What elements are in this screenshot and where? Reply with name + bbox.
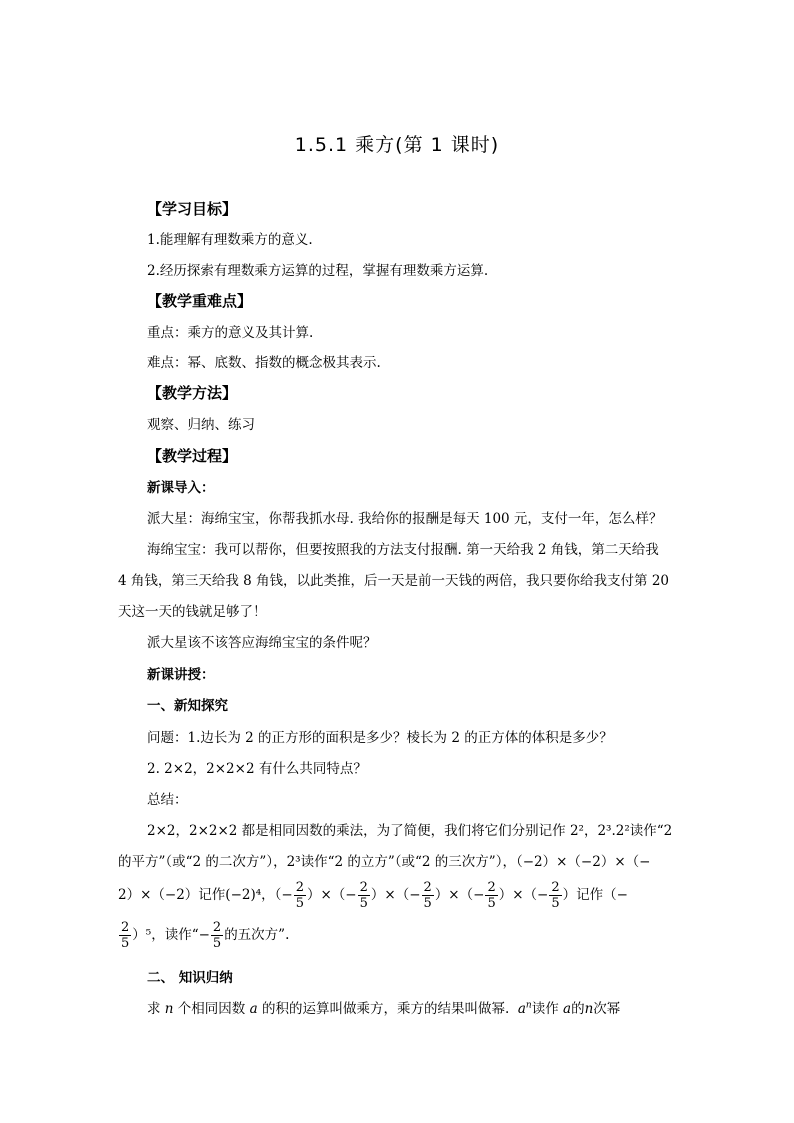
- summary-line-3-start: 2）×（−2）记作(−2)⁴，（−: [118, 887, 293, 903]
- summary-line-3-end: ）记作（−: [562, 887, 628, 903]
- fraction-two-fifths: $\frac{2}{5}$: [295, 880, 304, 911]
- fraction-two-fifths: $\frac{2}{5}$: [487, 880, 496, 911]
- dialog-line-1: 派大星：海绵宝宝，你帮我抓水母. 我给你的报酬是每天 100 元，支付一年，怎么样？: [147, 511, 663, 527]
- goal-item-1: 1.能理解有理数乘方的意义.: [147, 232, 313, 248]
- summary-label: 总结：: [147, 792, 188, 808]
- fraction-two-fifths: $\frac{2}{5}$: [423, 880, 432, 911]
- question-1: 问题：1.边长为 2 的正方形的面积是多少？棱长为 2 的正方体的体积是多少？: [147, 730, 613, 746]
- difficulty-text: 难点：幂、底数、指数的概念极其表示.: [147, 355, 381, 371]
- summary-line-4-mid: ）⁵，读作“−: [132, 927, 210, 943]
- question-intro: 派大星该不该答应海绵宝宝的条件呢？: [147, 635, 377, 651]
- methods-text: 观察、归纳、练习: [147, 417, 255, 433]
- dialog-line-4: 天这一天的钱就足够了！: [118, 604, 267, 620]
- section-1-heading: 一、新知探究: [147, 698, 228, 714]
- section-2-heading: 二、 知识归纳: [147, 970, 233, 986]
- key-points-heading: 【教学重难点】: [147, 292, 253, 310]
- question-2: 2. 2×2，2×2×2 有什么共同特点？: [147, 761, 367, 777]
- summary-line-2: 的平方”（或“2 的二次方”），2³读作“2 的立方”（或“2 的三次方”），（−2）×（−2）×（−: [118, 854, 651, 870]
- summary-line-3: 2）×（−2）记作(−2)⁴，（− $\frac{2}{5}$ ）×（− $\frac{2}{5}$ ）×（− $\frac{2}{5}$ ）×（− $\frac{2}{5}$ ）×（− $\frac{2}{5}$ ）记作（−: [118, 880, 628, 911]
- goal-item-2: 2.经历探索有理数乘方运算的过程，掌握有理数乘方运算.: [147, 263, 489, 279]
- fraction-two-fifths: $\frac{2}{5}$: [212, 920, 222, 951]
- fraction-two-fifths: $\frac{2}{5}$: [551, 880, 560, 911]
- fraction-two-fifths: $\frac{2}{5}$: [359, 880, 368, 911]
- methods-heading: 【教学方法】: [147, 384, 238, 402]
- process-heading: 【教学过程】: [147, 447, 238, 465]
- definition-line: 求 n 个相同因数 a 的积的运算叫做乘方，乘方的结果叫做幂. $a^n$读作 a的n次幂: [147, 1000, 621, 1017]
- fraction-two-fifths: $\frac{2}{5}$: [121, 920, 130, 951]
- summary-line-1: 2×2，2×2×2 都是相同因数的乘法，为了简便，我们将它们分别记作 2²，2³.2²读作“2: [147, 823, 673, 839]
- page-title: 1.5.1 乘方(第 1 课时): [294, 134, 500, 156]
- dialog-line-2: 海绵宝宝：我可以帮你，但要按照我的方法支付报酬. 第一天给我 2 角钱，第二天给我: [147, 542, 659, 558]
- intro-label: 新课导入：: [147, 480, 215, 496]
- key-point-text: 重点：乘方的意义及其计算.: [147, 325, 314, 341]
- dialog-line-3: 4 角钱，第三天给我 8 角钱，以此类推，后一天是前一天钱的两倍，我只要你给我支付第 20: [118, 573, 670, 589]
- lecture-label: 新课讲授：: [147, 667, 215, 683]
- summary-line-4-end: 的五次方”.: [224, 927, 290, 943]
- summary-line-4: [118, 920, 289, 951]
- goals-heading: 【学习目标】: [147, 200, 238, 218]
